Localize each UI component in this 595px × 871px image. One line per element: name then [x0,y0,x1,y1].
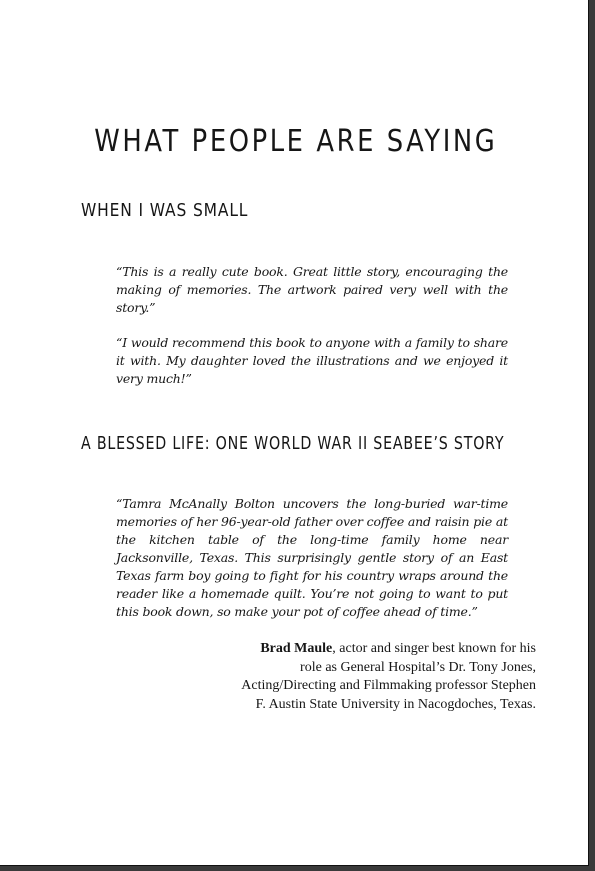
reviewer-name: Brad Maule [260,641,333,656]
section-title-when-i-was-small: WHEN I WAS SMALL [81,200,249,221]
review-quote: “This is a really cute book. Great little story, encouraging the making of memories. The artwork paired very well with the story.” [116,264,508,315]
review-quote: “I would recommend this book to anyone with a family to share it with. My daughter loved the illustrations and we enjoyed it very much!” [116,335,508,386]
reviewer-description: , actor and singer best known for his role as General Hospital’s Dr. Tony Jones, Acting/Directing and Filmmaking professor Stephen F. Austin State University in Nacogdoches, Texas. [241,641,536,712]
review-quote: “Tamra McAnally Bolton uncovers the long-buried war-time memories of her 96-year-old father over coffee and raisin pie at the kitchen table of the long-time family home near Jacksonville, Texas. This surprisingly gentle story of an East Texas farm boy going to fight for his country wraps around the reader like a homemade quilt. You’re not going to want to put this book down, so make your pot of coffee ahead of time.” [116,496,508,619]
page-title: WHAT PEOPLE ARE SAYING [94,124,498,159]
review-attribution [236,640,536,714]
section-title-a-blessed-life: A BLESSED LIFE: ONE WORLD WAR II SEABEE’S STORY [81,433,505,454]
